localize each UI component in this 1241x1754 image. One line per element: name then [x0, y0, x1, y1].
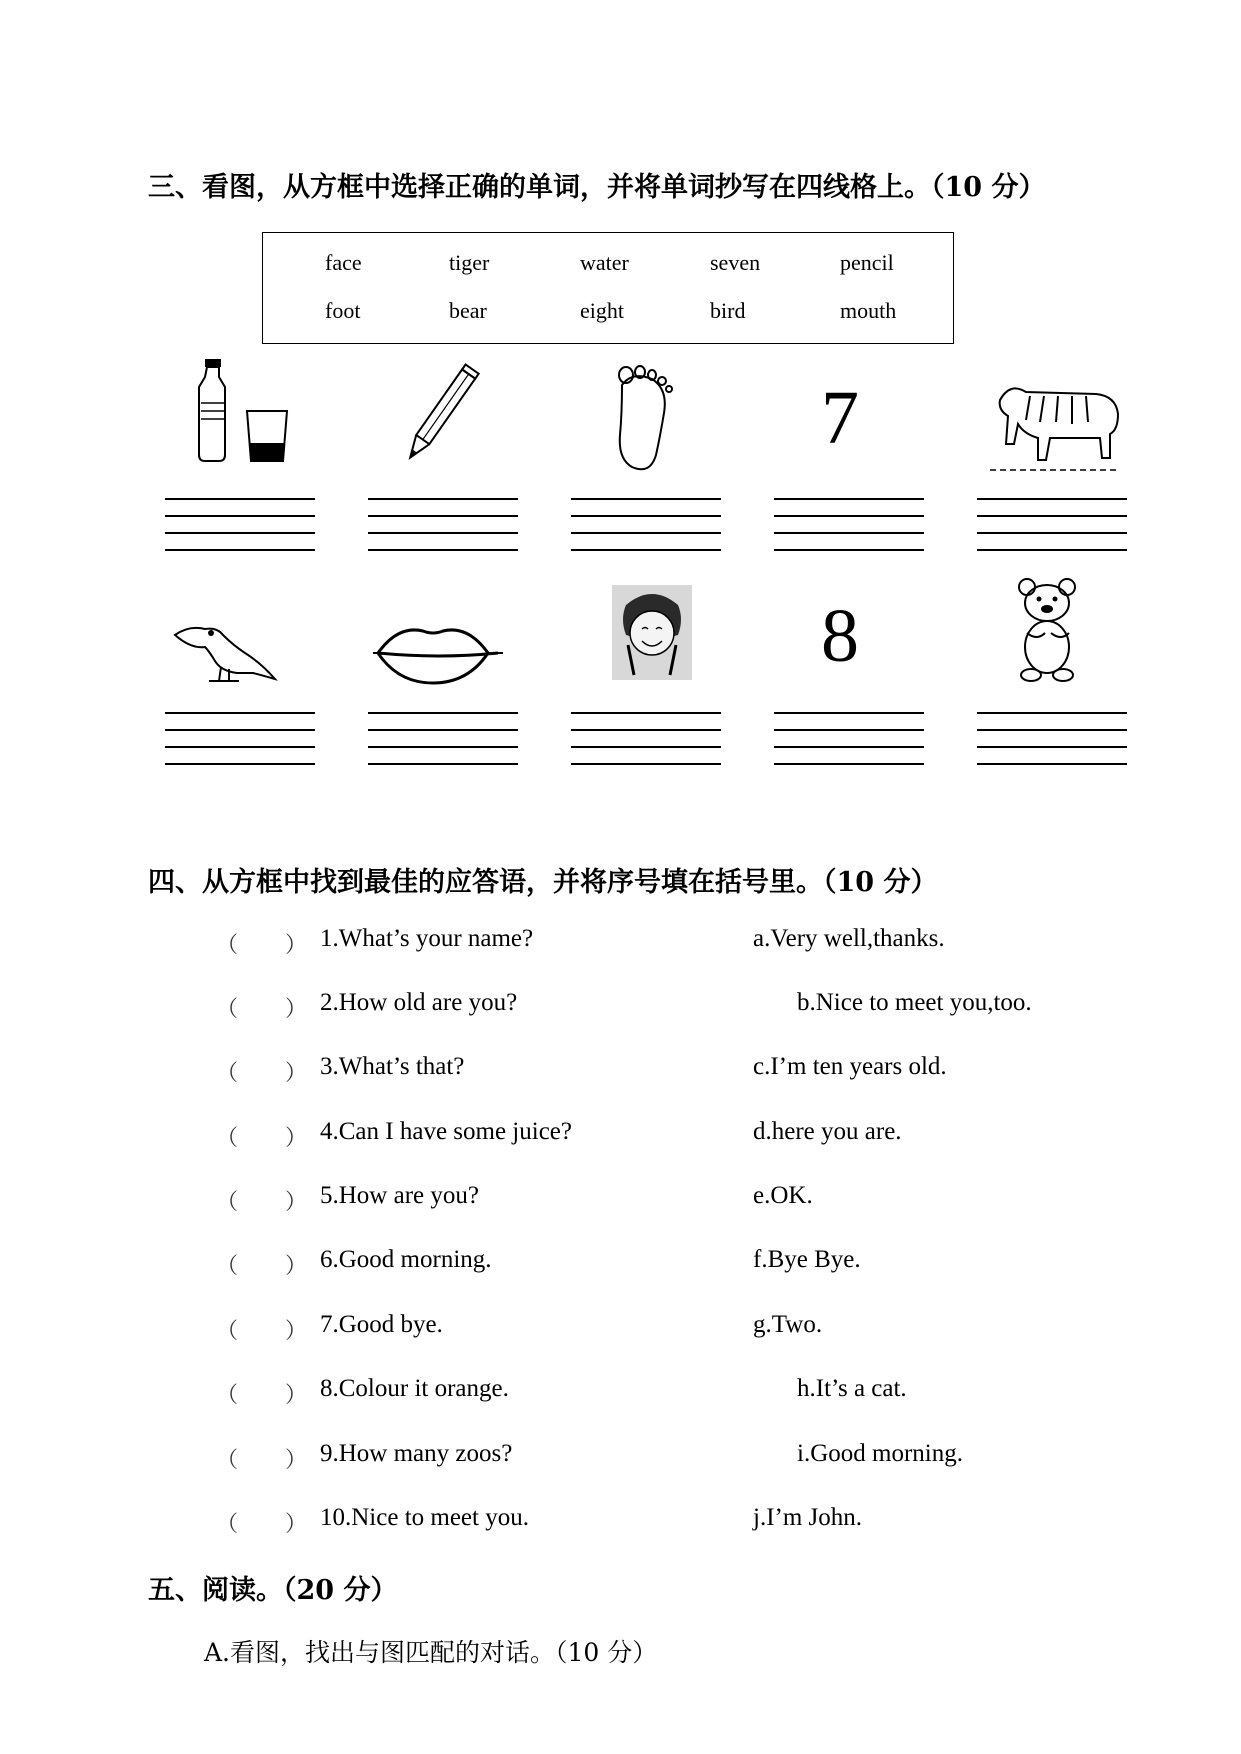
answer-bracket-close: ） [285, 1254, 308, 1279]
answer-bracket-open: （ [216, 1061, 239, 1086]
number-eight: 8 [821, 594, 859, 678]
answer-bracket-open: （ [216, 933, 239, 958]
answer-bracket-close: ） [285, 1061, 308, 1086]
word-box [262, 232, 954, 344]
four-line-grid[interactable] [368, 498, 518, 558]
question-item: 5.How are you? [320, 1182, 479, 1209]
answer-bracket-close: ） [285, 1126, 308, 1151]
answer-bracket-open: （ [216, 1190, 239, 1215]
word-box-item: face [325, 250, 362, 275]
four-line-grid[interactable] [774, 712, 924, 772]
answer-bracket-close: ） [285, 1512, 308, 1537]
word-box-item: pencil [840, 250, 894, 275]
answer-bracket-close: ） [285, 1190, 308, 1215]
answer-option: h.It’s a cat. [797, 1375, 907, 1402]
word-box-item: foot [325, 298, 361, 323]
word-box-item: seven [710, 250, 761, 275]
mouth-lips-icon [368, 590, 518, 720]
question-item: 8.Colour it orange. [320, 1375, 509, 1402]
word-box-item: bird [710, 298, 746, 323]
water-bottle-glass-icon [165, 355, 315, 485]
word-box-item: tiger [449, 250, 490, 275]
answer-option: i.Good morning. [797, 1440, 963, 1467]
question-item: 1.What’s your name? [320, 925, 534, 952]
answer-bracket-close: ） [285, 1319, 308, 1344]
four-line-grid[interactable] [774, 498, 924, 558]
four-line-grid[interactable] [571, 498, 721, 558]
answer-option: a.Very well,thanks. [753, 925, 945, 952]
question-item: 7.Good bye. [320, 1311, 443, 1338]
question-item: 6.Good morning. [320, 1246, 492, 1273]
section-5-title: 五、阅读。（20 分） [148, 1575, 398, 1606]
answer-option: j.I’m John. [753, 1504, 863, 1531]
answer-bracket-close: ） [285, 1383, 308, 1408]
question-item: 9.How many zoos? [320, 1440, 513, 1467]
answer-option: c.I’m ten years old. [753, 1053, 947, 1080]
four-line-grid[interactable] [977, 712, 1127, 772]
foot-icon [570, 355, 720, 485]
answer-bracket-close: ） [285, 933, 308, 958]
section-5-part-a: A.看图，找出与图匹配的对话。（10 分） [204, 1638, 658, 1667]
four-line-grid[interactable] [368, 712, 518, 772]
word-box-item: water [580, 250, 629, 275]
bear-icon [1005, 575, 1095, 685]
four-line-grid[interactable] [165, 498, 315, 558]
answer-bracket-close: ） [285, 997, 308, 1022]
four-line-grid[interactable] [571, 712, 721, 772]
section-3-title: 三、看图，从方框中选择正确的单词，并将单词抄写在四线格上。（10 分） [148, 172, 1046, 203]
answer-option: f.Bye Bye. [753, 1246, 861, 1273]
section-4-title: 四、从方框中找到最佳的应答语，并将序号填在括号里。（10 分） [148, 867, 938, 898]
number-seven: 7 [821, 376, 859, 460]
answer-bracket-open: （ [216, 1254, 239, 1279]
answer-option: e.OK. [753, 1182, 813, 1209]
pencil-icon [365, 355, 515, 485]
answer-bracket-open: （ [216, 1319, 239, 1344]
answer-bracket-open: （ [216, 1512, 239, 1537]
tiger-icon [980, 360, 1130, 490]
answer-bracket-open: （ [216, 1126, 239, 1151]
answer-bracket-open: （ [216, 997, 239, 1022]
four-line-grid[interactable] [977, 498, 1127, 558]
four-line-grid[interactable] [165, 712, 315, 772]
word-box-item: mouth [840, 298, 897, 323]
question-item: 2.How old are you? [320, 989, 518, 1016]
word-box-item: eight [580, 298, 624, 323]
question-item: 3.What’s that? [320, 1053, 465, 1080]
bird-icon [165, 590, 315, 720]
answer-option: d.here you are. [753, 1118, 902, 1145]
answer-bracket-open: （ [216, 1383, 239, 1408]
face-icon [612, 585, 692, 680]
answer-option: g.Two. [753, 1311, 823, 1338]
question-item: 10.Nice to meet you. [320, 1504, 529, 1531]
answer-bracket-close: ） [285, 1448, 308, 1473]
question-item: 4.Can I have some juice? [320, 1118, 572, 1145]
answer-bracket-open: （ [216, 1448, 239, 1473]
answer-option: b.Nice to meet you,too. [797, 989, 1032, 1016]
word-box-item: bear [449, 298, 487, 323]
